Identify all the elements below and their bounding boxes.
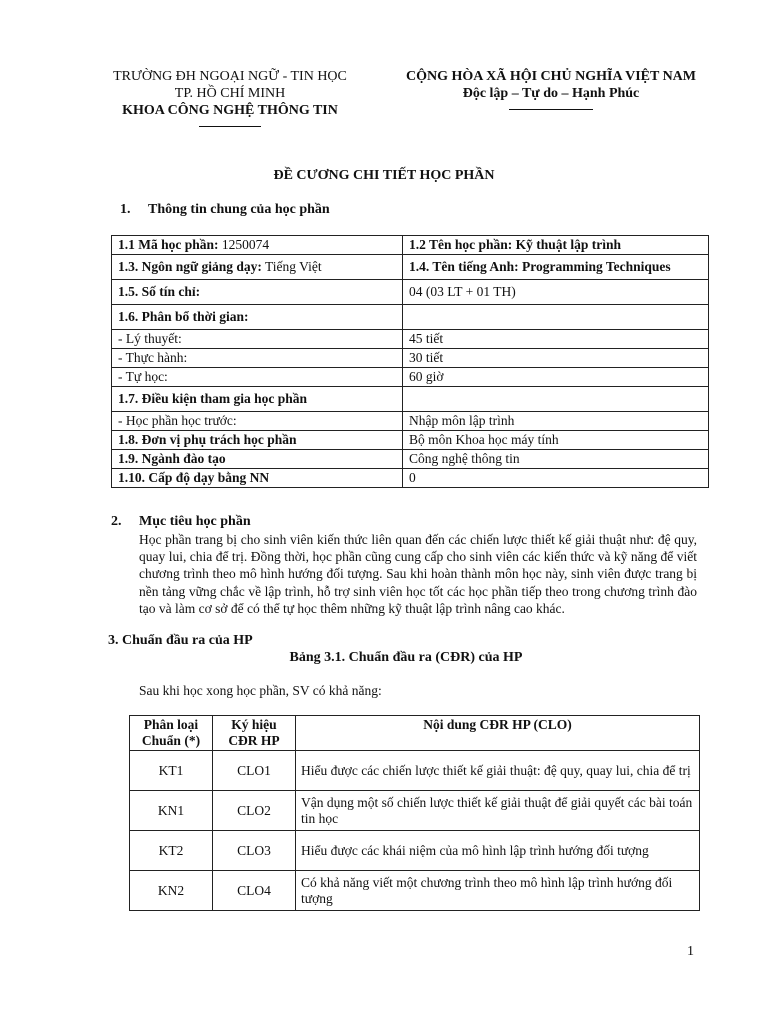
column-header-type: Phân loại Chuẩn (*) [130, 716, 213, 751]
table-header-row [130, 716, 700, 751]
prior-course-label: - Học phần học trước: [112, 412, 403, 431]
practice-value: 30 tiết [403, 349, 709, 368]
table-row [112, 412, 709, 431]
university-name: TRƯỜNG ĐH NGOẠI NGỮ - TIN HỌC [113, 69, 347, 84]
clo-code: CLO4 [213, 871, 296, 911]
table-row [112, 431, 709, 450]
clo-code: CLO3 [213, 831, 296, 871]
table-row [112, 349, 709, 368]
major-label: 1.9. Ngành đào tạo [112, 450, 403, 469]
header-right-rule [509, 105, 593, 110]
clo-content: Có khả năng viết một chương trình theo mô hình lập trình hướng đối tượng [296, 871, 700, 911]
clo-type: KT1 [130, 751, 213, 791]
table-row [112, 368, 709, 387]
course-code-label: 1.1 Mã học phần: [118, 237, 219, 252]
clo-code: CLO1 [213, 751, 296, 791]
table-row [112, 330, 709, 349]
national-header [386, 68, 716, 110]
prerequisites-label: 1.7. Điều kiện tham gia học phần [112, 387, 403, 412]
column-header-code: Ký hiệu CĐR HP [213, 716, 296, 751]
time-allocation-value [403, 305, 709, 330]
section-2-number: 2. [111, 514, 122, 529]
prerequisites-value [403, 387, 709, 412]
foreign-language-level-value: 0 [403, 469, 709, 488]
table-row [112, 305, 709, 330]
table-row [130, 871, 700, 911]
course-objectives-paragraph: Học phần trang bị cho sinh viên kiến thức liên quan đến các chiến lược thiết kế giải thuật như: đệ quy, quay lui, chia để trị. Đồng thời, học phần cũng cung cấp cho sinh viên các kiến thức và kỹ năng để viết chương trình theo mô hình hướng đối tượng. Sau khi hoàn thành môn học này, sinh viên được trang bị nền tảng vững chắc về lập trình, hỗ trợ sinh viên học tốt các học phần tiếp theo trong chương trình đào tạo và làm cơ sở để có thể tự học thêm những kỹ thuật lập trình nâng cao khác. [139, 532, 697, 616]
faculty-name: KHOA CÔNG NGHỆ THÔNG TIN [122, 103, 338, 118]
table-row [130, 831, 700, 871]
table-row [112, 387, 709, 412]
section-1-number: 1. [120, 202, 131, 217]
clo-type: KN2 [130, 871, 213, 911]
theory-label: - Lý thuyết: [112, 330, 403, 349]
clo-code: CLO2 [213, 791, 296, 831]
clo-intro-text: Sau khi học xong học phần, SV có khả năng: [139, 683, 382, 698]
clo-type: KN1 [130, 791, 213, 831]
clo-content: Hiểu được các chiến lược thiết kế giải thuật: đệ quy, quay lui, chia để trị [296, 751, 700, 791]
credits-value: 04 (03 LT + 01 TH) [403, 280, 709, 305]
language-label: 1.3. Ngôn ngữ giảng dạy: [118, 259, 262, 274]
time-allocation-label: 1.6. Phân bổ thời gian: [112, 305, 403, 330]
clo-table-caption: Bảng 3.1. Chuẩn đầu ra (CĐR) của HP [289, 650, 523, 665]
clo-type: KT2 [130, 831, 213, 871]
course-code-cell [112, 236, 403, 255]
table-row [112, 280, 709, 305]
course-code-value: 1250074 [218, 237, 270, 252]
column-header-content: Nội dung CĐR HP (CLO) [296, 716, 700, 751]
learning-outcomes-table [129, 715, 700, 911]
major-value: Công nghệ thông tin [403, 450, 709, 469]
header-left-rule [199, 122, 261, 127]
course-name-cell: 1.2 Tên học phần: Kỹ thuật lập trình [403, 236, 709, 255]
national-motto: Độc lập – Tự do – Hạnh Phúc [462, 86, 640, 101]
section-2-title: Mục tiêu học phần [139, 514, 251, 529]
foreign-language-level-label: 1.10. Cấp độ dạy bằng NN [112, 469, 403, 488]
department-label: 1.8. Đơn vị phụ trách học phần [112, 431, 403, 450]
clo-content: Hiểu được các khái niệm của mô hình lập trình hướng đối tượng [296, 831, 700, 871]
university-city: TP. HỒ CHÍ MINH [174, 86, 286, 101]
credits-label: 1.5. Số tín chỉ: [112, 280, 403, 305]
institution-header [96, 68, 364, 127]
department-value: Bộ môn Khoa học máy tính [403, 431, 709, 450]
english-name-cell: 1.4. Tên tiếng Anh: Programming Techniques [403, 255, 709, 280]
table-row [112, 469, 709, 488]
self-study-value: 60 giờ [403, 368, 709, 387]
theory-value: 45 tiết [403, 330, 709, 349]
table-row [112, 450, 709, 469]
section-2-heading [111, 514, 251, 530]
section-1-heading [120, 202, 330, 218]
practice-label: - Thực hành: [112, 349, 403, 368]
section-1-title: Thông tin chung của học phần [148, 202, 330, 217]
table-row [112, 255, 709, 280]
section-3-heading: 3. Chuẩn đầu ra của HP [108, 633, 253, 648]
language-value: Tiếng Việt [261, 259, 322, 274]
page-number: 1 [687, 944, 694, 959]
table-row [130, 751, 700, 791]
table-row [112, 236, 709, 255]
document-title: ĐỀ CƯƠNG CHI TIẾT HỌC PHẦN [273, 168, 495, 183]
national-title: CỘNG HÒA XÃ HỘI CHỦ NGHĨA VIỆT NAM [405, 69, 696, 84]
table-row [130, 791, 700, 831]
course-info-table [111, 235, 709, 488]
self-study-label: - Tự học: [112, 368, 403, 387]
prior-course-value: Nhập môn lập trình [403, 412, 709, 431]
clo-content: Vận dụng một số chiến lược thiết kế giải thuật để giải quyết các bài toán tin học [296, 791, 700, 831]
language-cell [112, 255, 403, 280]
